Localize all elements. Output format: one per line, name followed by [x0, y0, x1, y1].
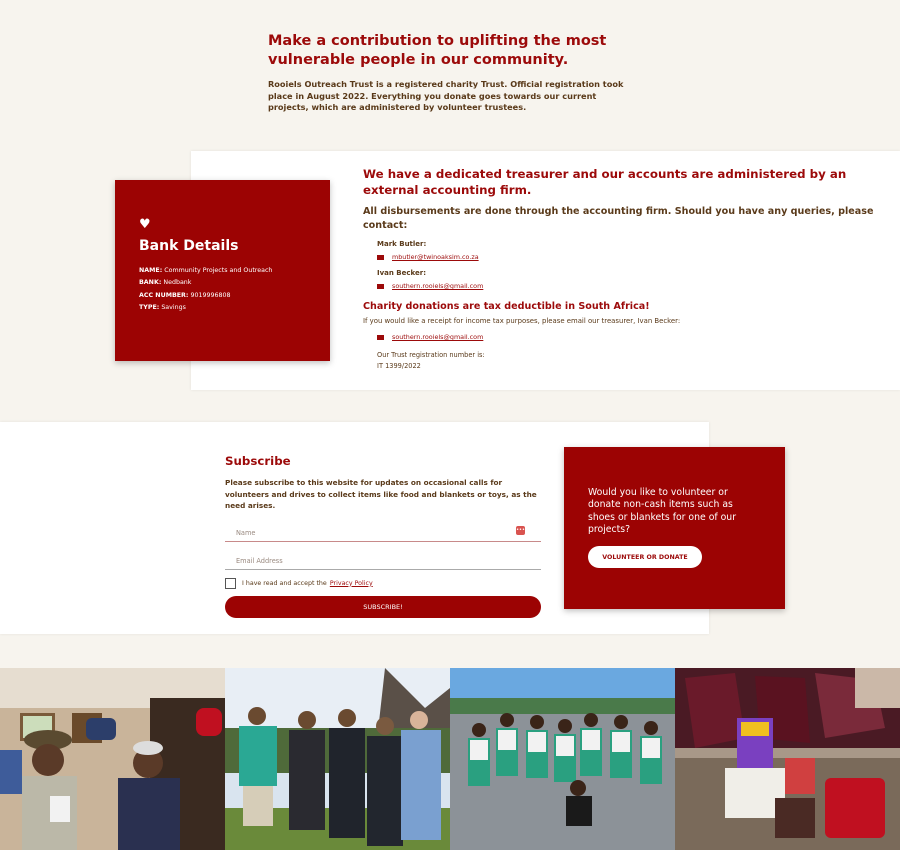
- treasurer-info: [363, 166, 883, 371]
- contact-email-row: [377, 253, 883, 261]
- privacy-consent: [225, 578, 541, 589]
- heart-icon: ♥: [139, 217, 151, 232]
- name-input[interactable]: [225, 522, 541, 543]
- intro-title: Make a contribution to uplifting the most vulnerable people in our community.: [268, 33, 607, 68]
- bank-details-rows: [139, 265, 330, 314]
- intro-text: Rooiels Outreach Trust is a registered charity Trust. Official registration took place in August 2022. Everything you donate goes towards our current projects, which are administered by volunteer trustees.: [268, 79, 624, 112]
- treasurer-heading: We have a dedicated treasurer and our accounts are administered by an external accounting firm.: [363, 167, 847, 197]
- envelope-icon: [377, 255, 384, 260]
- consent-text: I have read and accept the: [242, 579, 327, 587]
- bank-row-type: [139, 302, 330, 314]
- contact-name: Ivan Becker:: [377, 269, 427, 277]
- bank-details-card: [115, 180, 330, 361]
- volunteer-donate-button[interactable]: VOLUNTEER OR DONATE: [588, 546, 702, 568]
- tax-contact: [377, 333, 883, 341]
- photo-volunteer-group: [225, 668, 450, 850]
- photo-netball-team: [450, 668, 675, 850]
- subscribe-button[interactable]: SUBSCRIBE!: [225, 596, 541, 618]
- photo-blanket-donation: [0, 668, 225, 850]
- bank-row-value: Nedbank: [163, 279, 192, 287]
- envelope-icon: [377, 284, 384, 289]
- tax-email-link[interactable]: southern.rooiels@gmail.com: [392, 333, 484, 341]
- tax-email-row: [377, 333, 883, 341]
- photo-gallery: [0, 668, 900, 850]
- contact-list: [377, 240, 883, 290]
- photo-donated-items: [675, 668, 900, 850]
- bank-row-value: 9019996808: [190, 291, 231, 299]
- contact-email-link[interactable]: mbutler@twinoaksim.co.za: [392, 253, 479, 261]
- privacy-policy-link[interactable]: Privacy Policy: [329, 579, 373, 587]
- bank-row-label: ACC NUMBER:: [139, 291, 189, 299]
- registration-info: [377, 350, 883, 371]
- email-input[interactable]: [225, 550, 541, 571]
- registration-label: Our Trust registration number is:: [377, 351, 485, 359]
- disbursement-subheading: All disbursements are done through the accounting firm. Should you have any queries, please contact:: [363, 206, 874, 231]
- autofill-icon[interactable]: •••: [516, 526, 525, 533]
- subscribe-text: Please subscribe to this website for updates on occasional calls for volunteers and drives to collect items like food and blankets or toys, as the need arises.: [225, 478, 537, 510]
- contact-email-link[interactable]: southern.rooiels@gmail.com: [392, 282, 484, 290]
- volunteer-text: Would you like to volunteer or donate non-cash items such as shoes or blankets for one of our projects?: [588, 487, 737, 535]
- bank-row-value: Community Projects and Outreach: [164, 267, 273, 274]
- subscribe-form: [225, 453, 541, 618]
- tax-heading: Charity donations are tax deductible in South Africa!: [363, 301, 650, 312]
- subscribe-title: Subscribe: [225, 454, 291, 468]
- privacy-checkbox[interactable]: [225, 578, 236, 589]
- bank-details-title: Bank Details: [139, 238, 239, 254]
- envelope-icon: [377, 335, 384, 340]
- email-field: [225, 548, 541, 570]
- contact-name: Mark Butler:: [377, 240, 427, 248]
- intro-section: [268, 32, 638, 114]
- volunteer-card: [564, 447, 785, 609]
- bank-row-name: [139, 265, 330, 277]
- bank-row-label: TYPE:: [139, 303, 160, 311]
- bank-row-value: Savings: [161, 303, 186, 311]
- bank-row-label: BANK:: [139, 279, 162, 287]
- registration-number: IT 1399/2022: [377, 361, 421, 370]
- contact-email-row: [377, 282, 883, 290]
- name-field: [225, 520, 541, 542]
- tax-receipt-text: If you would like a receipt for income tax purposes, please email our treasurer, Ivan Becker:: [363, 317, 681, 325]
- bank-row-bank: [139, 277, 330, 289]
- bank-row-label: NAME:: [139, 267, 163, 274]
- bank-row-account: [139, 290, 330, 302]
